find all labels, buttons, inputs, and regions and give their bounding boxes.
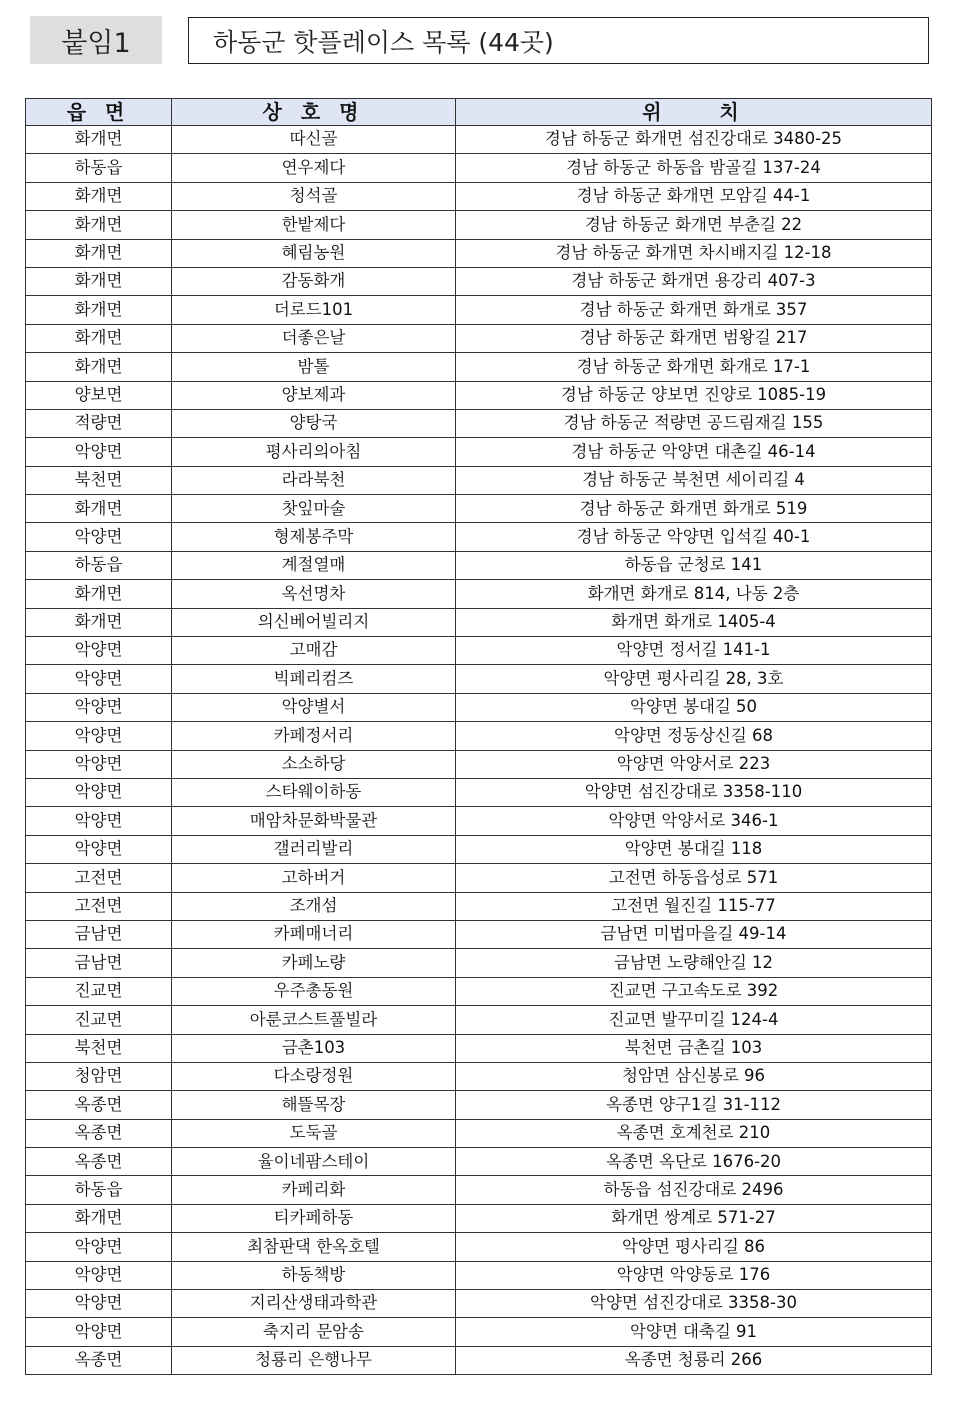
cell-business-name: 고하버거 [172, 864, 456, 892]
cell-business-name: 청석골 [172, 182, 456, 210]
cell-district: 고전면 [26, 864, 172, 892]
cell-district: 화개면 [26, 495, 172, 523]
cell-location: 경남 하동군 하동읍 밤골길 137-24 [456, 154, 932, 182]
cell-district: 북천면 [26, 466, 172, 494]
cell-business-name: 갤러리발리 [172, 835, 456, 863]
cell-district: 악양면 [26, 835, 172, 863]
cell-business-name: 형제봉주막 [172, 523, 456, 551]
cell-location: 고전면 월진길 115-77 [456, 892, 932, 920]
cell-business-name: 혜림농원 [172, 239, 456, 267]
column-header-location: 위 치 [456, 99, 932, 126]
cell-district: 하동읍 [26, 154, 172, 182]
table-row [26, 1261, 932, 1289]
cell-business-name: 도둑골 [172, 1119, 456, 1147]
cell-location: 악양면 봉대길 118 [456, 835, 932, 863]
table-row [26, 438, 932, 466]
table-row [26, 722, 932, 750]
table-row [26, 126, 932, 154]
cell-location: 경남 하동군 화개면 모암길 44-1 [456, 182, 932, 210]
cell-location: 하동읍 섬진강대로 2496 [456, 1176, 932, 1204]
table-row [26, 1091, 932, 1119]
cell-district: 화개면 [26, 182, 172, 210]
cell-location: 금남면 노량해안길 12 [456, 949, 932, 977]
cell-district: 하동읍 [26, 551, 172, 579]
cell-district: 고전면 [26, 892, 172, 920]
table-row [26, 154, 932, 182]
cell-business-name: 최참판댁 한옥호텔 [172, 1233, 456, 1261]
table-row [26, 949, 932, 977]
cell-business-name: 다소랑정원 [172, 1062, 456, 1090]
cell-location: 악양면 악양서로 346-1 [456, 807, 932, 835]
table-row [26, 182, 932, 210]
cell-district: 악양면 [26, 1318, 172, 1346]
cell-district: 옥종면 [26, 1346, 172, 1374]
cell-business-name: 평사리의아침 [172, 438, 456, 466]
cell-location: 경남 하동군 악양면 대촌길 46-14 [456, 438, 932, 466]
cell-location: 경남 하동군 화개면 화개로 357 [456, 296, 932, 324]
table-row [26, 835, 932, 863]
cell-location: 악양면 평사리길 86 [456, 1233, 932, 1261]
cell-business-name: 지리산생태과학관 [172, 1290, 456, 1318]
cell-location: 경남 하동군 적량면 공드림재길 155 [456, 409, 932, 437]
table-row [26, 637, 932, 665]
table-row [26, 409, 932, 437]
cell-business-name: 티카페하동 [172, 1204, 456, 1232]
cell-location: 악양면 악양서로 223 [456, 750, 932, 778]
cell-district: 화개면 [26, 267, 172, 295]
cell-business-name: 조개섬 [172, 892, 456, 920]
cell-business-name: 카페매너리 [172, 920, 456, 948]
cell-district: 악양면 [26, 1233, 172, 1261]
table-row [26, 267, 932, 295]
cell-district: 북천면 [26, 1034, 172, 1062]
column-header-business-name: 상 호 명 [172, 99, 456, 126]
cell-business-name: 양탕국 [172, 409, 456, 437]
cell-business-name: 카페정서리 [172, 722, 456, 750]
cell-business-name: 한밭제다 [172, 211, 456, 239]
cell-district: 화개면 [26, 296, 172, 324]
cell-district: 화개면 [26, 580, 172, 608]
cell-business-name: 매암차문화박물관 [172, 807, 456, 835]
cell-location: 북천면 금촌길 103 [456, 1034, 932, 1062]
table-row [26, 920, 932, 948]
table-row [26, 381, 932, 409]
cell-business-name: 해뜰목장 [172, 1091, 456, 1119]
table-row [26, 211, 932, 239]
cell-district: 화개면 [26, 239, 172, 267]
cell-location: 진교면 발꾸미길 124-4 [456, 1006, 932, 1034]
cell-location: 경남 하동군 화개면 용강리 407-3 [456, 267, 932, 295]
table-row [26, 1119, 932, 1147]
cell-district: 진교면 [26, 977, 172, 1005]
cell-location: 경남 하동군 악양면 입석길 40-1 [456, 523, 932, 551]
cell-business-name: 빅페리컴즈 [172, 665, 456, 693]
table-row [26, 608, 932, 636]
cell-district: 화개면 [26, 126, 172, 154]
cell-district: 악양면 [26, 665, 172, 693]
cell-district: 악양면 [26, 722, 172, 750]
table-row [26, 1006, 932, 1034]
cell-district: 화개면 [26, 353, 172, 381]
table-row [26, 778, 932, 806]
column-header-district: 읍 면 [26, 99, 172, 126]
cell-location: 경남 하동군 북천면 세이리길 4 [456, 466, 932, 494]
table-row [26, 353, 932, 381]
cell-location: 금남면 미법마을길 49-14 [456, 920, 932, 948]
cell-business-name: 찻잎마술 [172, 495, 456, 523]
table-row [26, 1148, 932, 1176]
table-row [26, 1034, 932, 1062]
cell-location: 악양면 섬진강대로 3358-30 [456, 1290, 932, 1318]
cell-location: 경남 하동군 화개면 범왕길 217 [456, 324, 932, 352]
table-row [26, 551, 932, 579]
cell-district: 옥종면 [26, 1119, 172, 1147]
attachment-label: 붙임1 [30, 16, 162, 64]
cell-business-name: 더로드101 [172, 296, 456, 324]
table-row [26, 1346, 932, 1374]
cell-business-name: 금촌103 [172, 1034, 456, 1062]
cell-business-name: 하동책방 [172, 1261, 456, 1289]
table-row [26, 1204, 932, 1232]
table-row [26, 665, 932, 693]
cell-business-name: 스타웨이하동 [172, 778, 456, 806]
cell-location: 옥종면 청룡리 266 [456, 1346, 932, 1374]
cell-district: 화개면 [26, 1204, 172, 1232]
cell-district: 화개면 [26, 608, 172, 636]
cell-location: 옥종면 호계천로 210 [456, 1119, 932, 1147]
cell-business-name: 축지리 문암송 [172, 1318, 456, 1346]
cell-district: 악양면 [26, 1290, 172, 1318]
table-row [26, 1318, 932, 1346]
table-row [26, 324, 932, 352]
cell-business-name: 양보제과 [172, 381, 456, 409]
cell-district: 옥종면 [26, 1091, 172, 1119]
cell-location: 악양면 정동상신길 68 [456, 722, 932, 750]
cell-business-name: 카페리화 [172, 1176, 456, 1204]
cell-district: 하동읍 [26, 1176, 172, 1204]
cell-district: 청암면 [26, 1062, 172, 1090]
cell-district: 악양면 [26, 693, 172, 721]
table-row [26, 864, 932, 892]
table-row [26, 495, 932, 523]
cell-location: 악양면 정서길 141-1 [456, 637, 932, 665]
cell-district: 진교면 [26, 1006, 172, 1034]
cell-location: 옥종면 양구1길 31-112 [456, 1091, 932, 1119]
cell-district: 금남면 [26, 949, 172, 977]
cell-business-name: 고매감 [172, 637, 456, 665]
cell-business-name: 연우제다 [172, 154, 456, 182]
cell-business-name: 소소하당 [172, 750, 456, 778]
cell-business-name: 따신골 [172, 126, 456, 154]
cell-district: 양보면 [26, 381, 172, 409]
cell-business-name: 더좋은날 [172, 324, 456, 352]
cell-location: 경남 하동군 화개면 차시배지길 12-18 [456, 239, 932, 267]
cell-district: 옥종면 [26, 1148, 172, 1176]
cell-location: 악양면 대축길 91 [456, 1318, 932, 1346]
cell-business-name: 의신베어빌리지 [172, 608, 456, 636]
cell-district: 악양면 [26, 778, 172, 806]
cell-business-name: 감동화개 [172, 267, 456, 295]
hotplace-table [25, 98, 932, 1375]
table-row [26, 580, 932, 608]
cell-location: 악양면 섬진강대로 3358-110 [456, 778, 932, 806]
cell-location: 악양면 평사리길 28, 3호 [456, 665, 932, 693]
cell-district: 악양면 [26, 637, 172, 665]
table-row [26, 523, 932, 551]
cell-business-name: 계절열매 [172, 551, 456, 579]
cell-district: 악양면 [26, 1261, 172, 1289]
cell-business-name: 율이네팜스테이 [172, 1148, 456, 1176]
cell-district: 화개면 [26, 324, 172, 352]
cell-location: 화개면 화개로 1405-4 [456, 608, 932, 636]
cell-district: 금남면 [26, 920, 172, 948]
cell-district: 악양면 [26, 807, 172, 835]
cell-location: 악양면 악양동로 176 [456, 1261, 932, 1289]
cell-district: 악양면 [26, 438, 172, 466]
cell-location: 옥종면 옥단로 1676-20 [456, 1148, 932, 1176]
cell-location: 경남 하동군 화개면 부춘길 22 [456, 211, 932, 239]
cell-location: 화개면 쌍계로 571-27 [456, 1204, 932, 1232]
cell-location: 하동읍 군청로 141 [456, 551, 932, 579]
cell-business-name: 청룡리 은행나무 [172, 1346, 456, 1374]
cell-location: 경남 하동군 화개면 화개로 519 [456, 495, 932, 523]
table-row [26, 1062, 932, 1090]
cell-location: 경남 하동군 화개면 섬진강대로 3480-25 [456, 126, 932, 154]
table-row [26, 1233, 932, 1261]
cell-business-name: 악양별서 [172, 693, 456, 721]
cell-business-name: 아룬코스트풀빌라 [172, 1006, 456, 1034]
cell-location: 청암면 삼신봉로 96 [456, 1062, 932, 1090]
cell-location: 경남 하동군 화개면 화개로 17-1 [456, 353, 932, 381]
table-row [26, 296, 932, 324]
table-header-row [26, 99, 932, 126]
table-row [26, 750, 932, 778]
cell-district: 화개면 [26, 211, 172, 239]
cell-district: 적량면 [26, 409, 172, 437]
cell-location: 악양면 봉대길 50 [456, 693, 932, 721]
cell-business-name: 밤톨 [172, 353, 456, 381]
table-row [26, 466, 932, 494]
cell-business-name: 라라북천 [172, 466, 456, 494]
cell-district: 악양면 [26, 750, 172, 778]
cell-location: 화개면 화개로 814, 나동 2층 [456, 580, 932, 608]
table-row [26, 1290, 932, 1318]
document-title: 하동군 핫플레이스 목록 (44곳) [188, 17, 929, 64]
table-row [26, 977, 932, 1005]
table-row [26, 807, 932, 835]
cell-location: 경남 하동군 양보면 진양로 1085-19 [456, 381, 932, 409]
cell-district: 악양면 [26, 523, 172, 551]
table-row [26, 1176, 932, 1204]
table-row [26, 892, 932, 920]
cell-business-name: 우주총동원 [172, 977, 456, 1005]
cell-location: 고전면 하동읍성로 571 [456, 864, 932, 892]
table-row [26, 693, 932, 721]
table-row [26, 239, 932, 267]
cell-location: 진교면 구고속도로 392 [456, 977, 932, 1005]
cell-business-name: 카페노량 [172, 949, 456, 977]
cell-business-name: 옥선명차 [172, 580, 456, 608]
